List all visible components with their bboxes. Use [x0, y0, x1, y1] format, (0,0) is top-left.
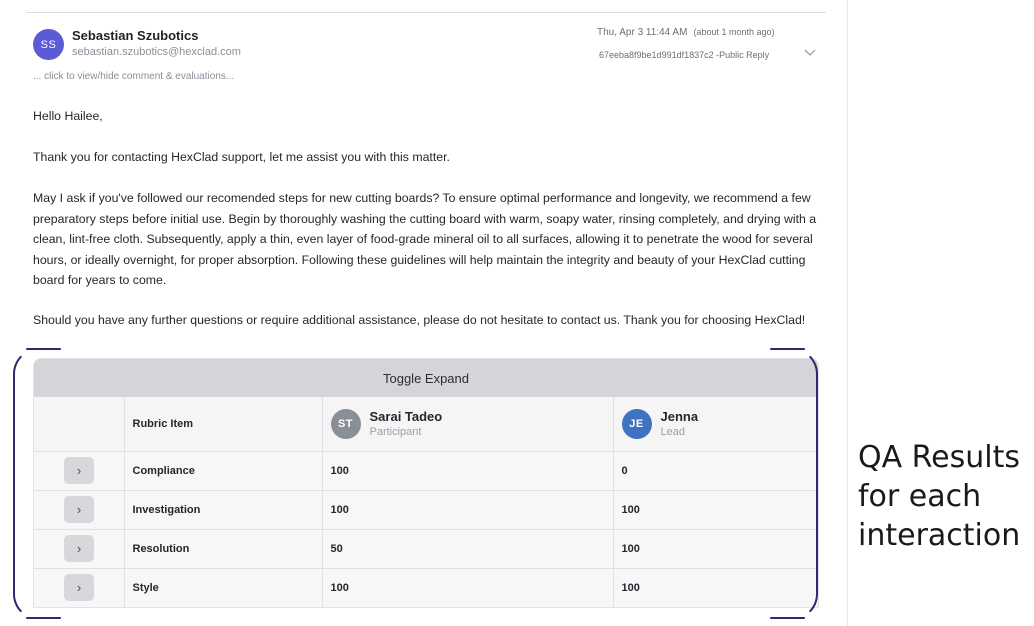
- rubric-item: Investigation: [124, 490, 322, 529]
- rubric-item: Resolution: [124, 529, 322, 568]
- qa-results-panel: [33, 358, 819, 608]
- toggle-expand-button[interactable]: Toggle Expand: [34, 359, 818, 397]
- score-cell: 50: [322, 529, 613, 568]
- reviewer-header: [322, 397, 613, 451]
- table-row: [34, 529, 818, 568]
- score-cell: 100: [613, 490, 818, 529]
- expand-cell: [34, 451, 124, 490]
- message-paragraph: May I ask if you've followed our recomended steps for new cutting boards? To ensure optimal performance and longevity, we recommend a few preparatory steps before initial use. Begin by thoroughly washing the cutting board with warm, soapy water, rinsing completely, and drying with a clean, lint-free cloth. Subsequently, apply a thin, even layer of food-grade mineral oil to all surfaces, allowing it to penetrate the wood for several hours, or ideally overnight, for proper absorption. Following these guidelines will help maintain the integrity and beauty of your HexClad cutting board for years to come.: [33, 191, 817, 288]
- reviewer-avatar: JE: [622, 409, 652, 439]
- reviewer-name: Jenna: [660, 409, 699, 425]
- chevron-down-icon[interactable]: [803, 47, 817, 59]
- qa-results-annotation: [858, 438, 1032, 555]
- rubric-item: Compliance: [124, 451, 322, 490]
- reviewer-avatar: ST: [331, 409, 361, 439]
- message-paragraph: Thank you for contacting HexClad support, let me assist you with this matter.: [33, 150, 450, 164]
- table-row: [34, 451, 818, 490]
- reviewer-role: Participant: [369, 426, 422, 439]
- table-header-row: [34, 397, 818, 451]
- score-cell: 100: [613, 529, 818, 568]
- message-greeting: Hello Hailee,: [33, 109, 103, 123]
- reviewer-header: [613, 397, 818, 451]
- expand-row-button[interactable]: ›: [64, 574, 94, 601]
- message-paragraph: Should you have any further questions or require additional assistance, please do not hesitate to contact us. Thank you for choosing HexClad!: [33, 313, 806, 327]
- annotation-line: interaction: [858, 518, 1021, 553]
- expand-row-button[interactable]: ›: [64, 457, 94, 484]
- message-timestamp: [597, 27, 775, 38]
- annotation-line: QA Results: [858, 440, 1020, 475]
- expand-row-button[interactable]: ›: [64, 496, 94, 523]
- sender-avatar: SS: [33, 29, 64, 60]
- table-row: [34, 568, 818, 607]
- qa-results-table: [34, 397, 818, 608]
- score-cell: 100: [322, 451, 613, 490]
- expand-column-header: [34, 397, 124, 451]
- message-relative-time: (about 1 month ago): [693, 27, 775, 37]
- divider: [26, 12, 826, 13]
- rubric-item-header: Rubric Item: [124, 397, 322, 451]
- score-cell: 100: [613, 568, 818, 607]
- score-cell: 0: [613, 451, 818, 490]
- annotation-line: for each: [858, 479, 982, 514]
- toggle-comments-link[interactable]: ... click to view/hide comment & evaluations...: [33, 71, 235, 82]
- expand-cell: [34, 529, 124, 568]
- reviewer-role: Lead: [660, 426, 685, 439]
- expand-row-button[interactable]: ›: [64, 535, 94, 562]
- rubric-item: Style: [124, 568, 322, 607]
- message-date: Thu, Apr 3 11:44 AM: [597, 27, 688, 38]
- score-cell: 100: [322, 568, 613, 607]
- reviewer-name: Sarai Tadeo: [369, 409, 443, 425]
- expand-cell: [34, 490, 124, 529]
- table-row: [34, 490, 818, 529]
- message-reference: 67eeba8f9be1d991df1837c2 -Public Reply: [599, 50, 770, 60]
- sender-name: Sebastian Szubotics: [72, 28, 199, 43]
- expand-cell: [34, 568, 124, 607]
- score-cell: 100: [322, 490, 613, 529]
- sender-email: sebastian.szubotics@hexclad.com: [72, 46, 241, 58]
